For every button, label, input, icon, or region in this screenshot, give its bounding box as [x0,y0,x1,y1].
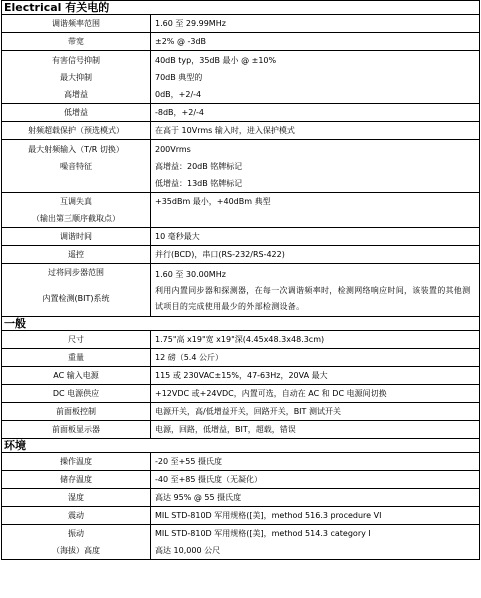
spec-label-line: 带宽 [68,37,84,46]
spec-value-line: 12 磅（5.4 公斤） [155,353,223,362]
spec-row [2,403,480,421]
spec-label-line: 过将同步器范围 [48,268,104,277]
section-title: 一般 [2,317,151,331]
spec-value-line: -40 至+85 摄氏度（无凝化） [155,475,263,484]
spec-label-line: AC 输入电源 [53,371,99,380]
spec-value-line: 低增益：13dB 铭牌标记 [155,178,243,188]
spec-label [2,33,151,51]
spec-label [2,525,151,560]
spec-value [151,525,480,560]
spec-value [151,104,480,122]
spec-value-line: 电源开关，高/低增益开关，回路开关，BIT 测试开关 [155,407,341,416]
spec-value-line: 在高于 10Vrms 输入时，进入保护模式 [155,126,295,135]
spec-row [2,15,480,33]
spec-table [1,0,480,560]
spec-value-line: 1.60 至 30.00MHz [155,269,226,279]
spec-row [2,331,480,349]
spec-value [151,51,480,104]
spec-label [2,349,151,367]
spec-label [2,453,151,471]
spec-label [2,140,151,193]
spec-row [2,104,480,122]
spec-value [151,140,480,193]
section-title: Electrical 有关电的 [2,1,151,15]
spec-label [2,264,151,317]
section-title-spacer [151,1,480,15]
spec-label-line: 尺寸 [68,335,84,344]
spec-row [2,421,480,439]
spec-value [151,33,480,51]
spec-label-line: （输出第三顺序截取点） [32,214,120,223]
spec-value-line: 10 毫秒最大 [155,232,200,241]
spec-value-line: 利用内置同步器和探测器，在每一次调谐频率时，检测网络响应时间，该装置的其他测试项目的完成使用最少的外部检测设备。 [155,285,471,311]
spec-row [2,140,480,193]
spec-value-line: 高达 10,000 公尺 [155,546,221,555]
spec-label-line: 内置检测(BIT)系统 [42,294,110,303]
spec-label [2,15,151,33]
section-header-row [2,1,480,15]
spec-value [151,15,480,33]
spec-value [151,453,480,471]
spec-value-line: MIL STD-810D 军用规格([美]，method 516.3 procedure VI [155,511,382,520]
spec-value-line: 1.60 至 29.99MHz [155,19,226,28]
spec-row [2,385,480,403]
spec-row [2,507,480,525]
spec-label-line: 前面板显示器 [52,425,100,434]
spec-value [151,349,480,367]
spec-value [151,507,480,525]
spec-row [2,471,480,489]
spec-value-line: 高达 95% @ 55 摄氏度 [155,493,242,502]
spec-value [151,228,480,246]
spec-value [151,489,480,507]
spec-value-line: +35dBm 最小，+40dBm 典型 [155,197,271,206]
spec-row [2,264,480,317]
spec-value-line: 1.75"高 x19"宽 x19"深(4.45x48.3x48.3cm) [155,335,325,344]
spec-value-line: MIL STD-810D 军用规格([美]，method 514.3 category I [155,529,371,538]
spec-value-line: +12VDC 或+24VDC，内置可选，自动在 AC 和 DC 电源间切换 [155,389,387,398]
spec-label [2,421,151,439]
spec-value-line: -8dB，+2/-4 [155,108,205,117]
spec-value-line: 70dB 典型的 [155,72,203,82]
spec-label [2,507,151,525]
spec-row [2,51,480,104]
spec-value-line: 高增益：20dB 铭牌标记 [155,161,243,171]
spec-label-line: 储存温度 [60,475,92,484]
section-title: 环境 [2,439,151,453]
section-header-row [2,439,480,453]
spec-value-line: 电源，回路，低增益，BIT，超载，错误 [155,425,296,434]
spec-value-line: 115 或 230VAC±15%，47-63Hz，20VA 最大 [155,371,328,380]
spec-value-line: 40dB typ，35dB 最小 @ ±10% [155,55,277,65]
spec-label-line: 调谐频率范围 [52,19,100,28]
spec-value [151,264,480,317]
spec-label [2,104,151,122]
spec-label [2,51,151,104]
spec-label [2,471,151,489]
section-header-row [2,317,480,331]
spec-label [2,193,151,228]
spec-label-line: 互调失真 [60,197,92,206]
spec-value [151,471,480,489]
spec-label [2,246,151,264]
spec-label-line: 振动 [68,529,84,538]
spec-table-body [2,1,480,560]
spec-value [151,421,480,439]
spec-row [2,489,480,507]
spec-label-line: （海拔）高度 [52,546,100,555]
spec-row [2,349,480,367]
spec-value [151,331,480,349]
spec-label-line: 震动 [68,511,84,520]
spec-label-line: 操作温度 [60,457,92,466]
spec-label-line [4,175,148,192]
spec-row [2,33,480,51]
spec-label-line: DC 电源供应 [52,389,100,398]
spec-value [151,385,480,403]
spec-label-line: 低增益 [64,108,88,117]
spec-label-line: 高增益 [64,89,88,99]
spec-label-line: 射频超载保护（预选模式） [28,126,124,135]
section-title-spacer [151,439,480,453]
spec-label-line: 调谐时间 [60,232,92,241]
section-title-spacer [151,317,480,331]
spec-value [151,367,480,385]
spec-label-line: 最大射频输入（T/R 切换） [28,144,124,154]
spec-row [2,453,480,471]
spec-value [151,122,480,140]
spec-label [2,367,151,385]
spec-label [2,331,151,349]
spec-label-line: 重量 [68,353,84,362]
spec-label-line: 湿度 [68,493,84,502]
spec-row [2,525,480,560]
spec-label-line: 噪音特征 [60,161,92,171]
spec-label [2,403,151,421]
spec-value-line: 并行(BCD)，串口(RS-232/RS-422) [155,250,285,259]
spec-row [2,246,480,264]
spec-value-line: 0dB，+2/-4 [155,89,202,99]
spec-label-line: 最大抑制 [60,72,92,82]
spec-row [2,193,480,228]
spec-label-line: 前面板控制 [56,407,96,416]
spec-value-line: -20 至+55 摄氏度 [155,457,223,466]
spec-row [2,228,480,246]
spec-label [2,122,151,140]
spec-label [2,489,151,507]
spec-label [2,385,151,403]
spec-label-line: 有害信号抑制 [52,55,100,65]
spec-value [151,193,480,228]
spec-label-line: 遥控 [68,250,84,259]
spec-value-line: ±2% @ -3dB [155,37,207,46]
spec-label [2,228,151,246]
spec-row [2,122,480,140]
spec-value-line: 200Vrms [155,144,191,154]
spec-value-line [155,210,477,227]
spec-value [151,403,480,421]
spec-value [151,246,480,264]
spec-row [2,367,480,385]
